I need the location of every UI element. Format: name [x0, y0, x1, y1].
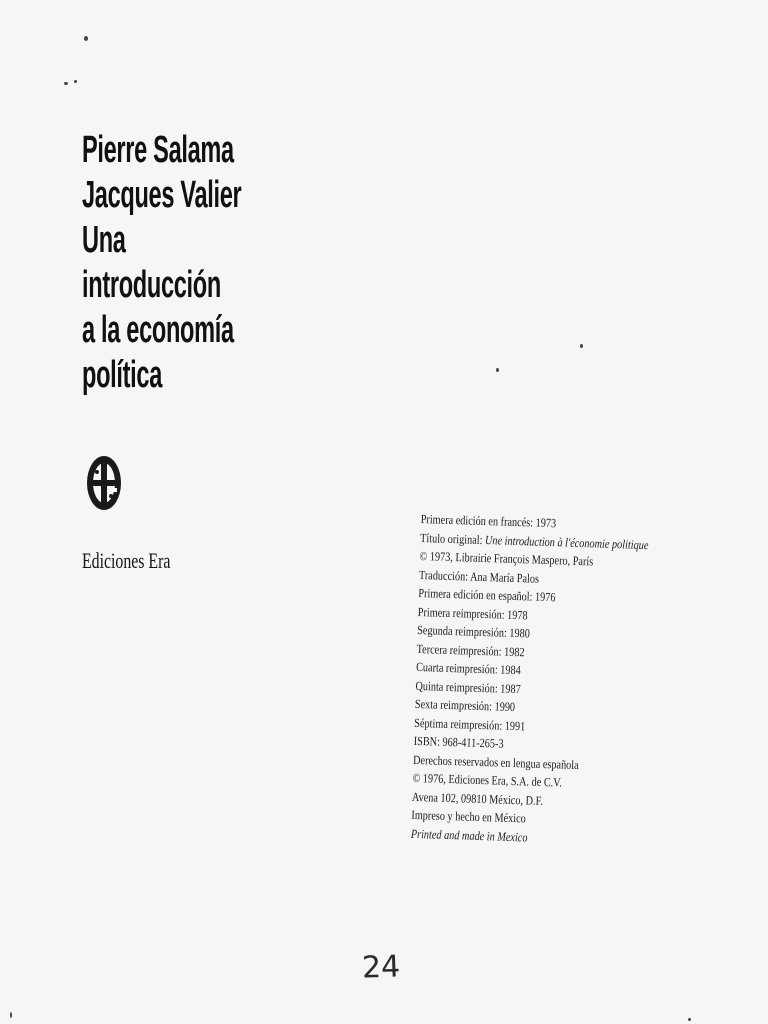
- credit-line: Segunda reimpresión: 1980: [417, 622, 531, 641]
- isbn-line: ISBN: 968-411-265-3: [413, 733, 504, 751]
- credit-line: Derechos reservados en lengua española: [412, 752, 579, 772]
- handwritten-page-number: 24: [361, 949, 401, 986]
- credit-line: © 1976, Ediciones Era, S.A. de C.V.: [412, 770, 563, 790]
- scan-speck: [10, 1012, 12, 1018]
- book-title-line: política: [82, 354, 162, 396]
- book-title-line: a la economía: [82, 309, 234, 351]
- credit-line: Primera edición en francés: 1973: [420, 511, 557, 531]
- credit-line: Tercera reimpresión: 1982: [416, 641, 525, 659]
- credit-line: Quinta reimpresión: 1987: [415, 678, 521, 696]
- book-title-line: Una: [82, 219, 126, 261]
- scan-speck: [580, 344, 583, 348]
- author-name: Jacques Valier: [82, 174, 242, 216]
- scan-speck: [64, 82, 68, 85]
- credit-line: Printed and made in Mexico: [410, 826, 528, 845]
- scan-speck: [74, 80, 77, 83]
- credit-line: Sexta reimpresión: 1990: [414, 696, 516, 715]
- credit-line: Cuarta reimpresión: 1984: [415, 659, 521, 678]
- credit-line: © 1973, Librairie François Maspero, París: [419, 548, 594, 569]
- publisher-logo-icon: [85, 452, 123, 514]
- credit-line: Traducción: Ana María Palos: [418, 567, 540, 586]
- credit-line: Primera reimpresión: 1978: [417, 604, 528, 622]
- scan-speck: [496, 368, 499, 372]
- credits-block: [411, 510, 671, 851]
- title-block: [82, 128, 302, 398]
- credit-line: Séptima reimpresión: 1991: [414, 715, 526, 733]
- credit-line: Primera edición en español: 1976: [418, 585, 556, 605]
- book-title-line: introducción: [82, 264, 221, 306]
- publisher-name: Ediciones Era: [82, 548, 171, 573]
- scan-speck: [688, 1018, 691, 1021]
- credit-label: Título original:: [419, 530, 486, 547]
- credit-line: Impreso y hecho en México: [411, 807, 527, 826]
- address-line: Avena 102, 09810 México, D.F.: [411, 789, 544, 808]
- original-title: Une introduction à l'économie politique: [484, 532, 649, 552]
- author-name: Pierre Salama: [82, 129, 234, 171]
- scan-speck: [84, 36, 88, 41]
